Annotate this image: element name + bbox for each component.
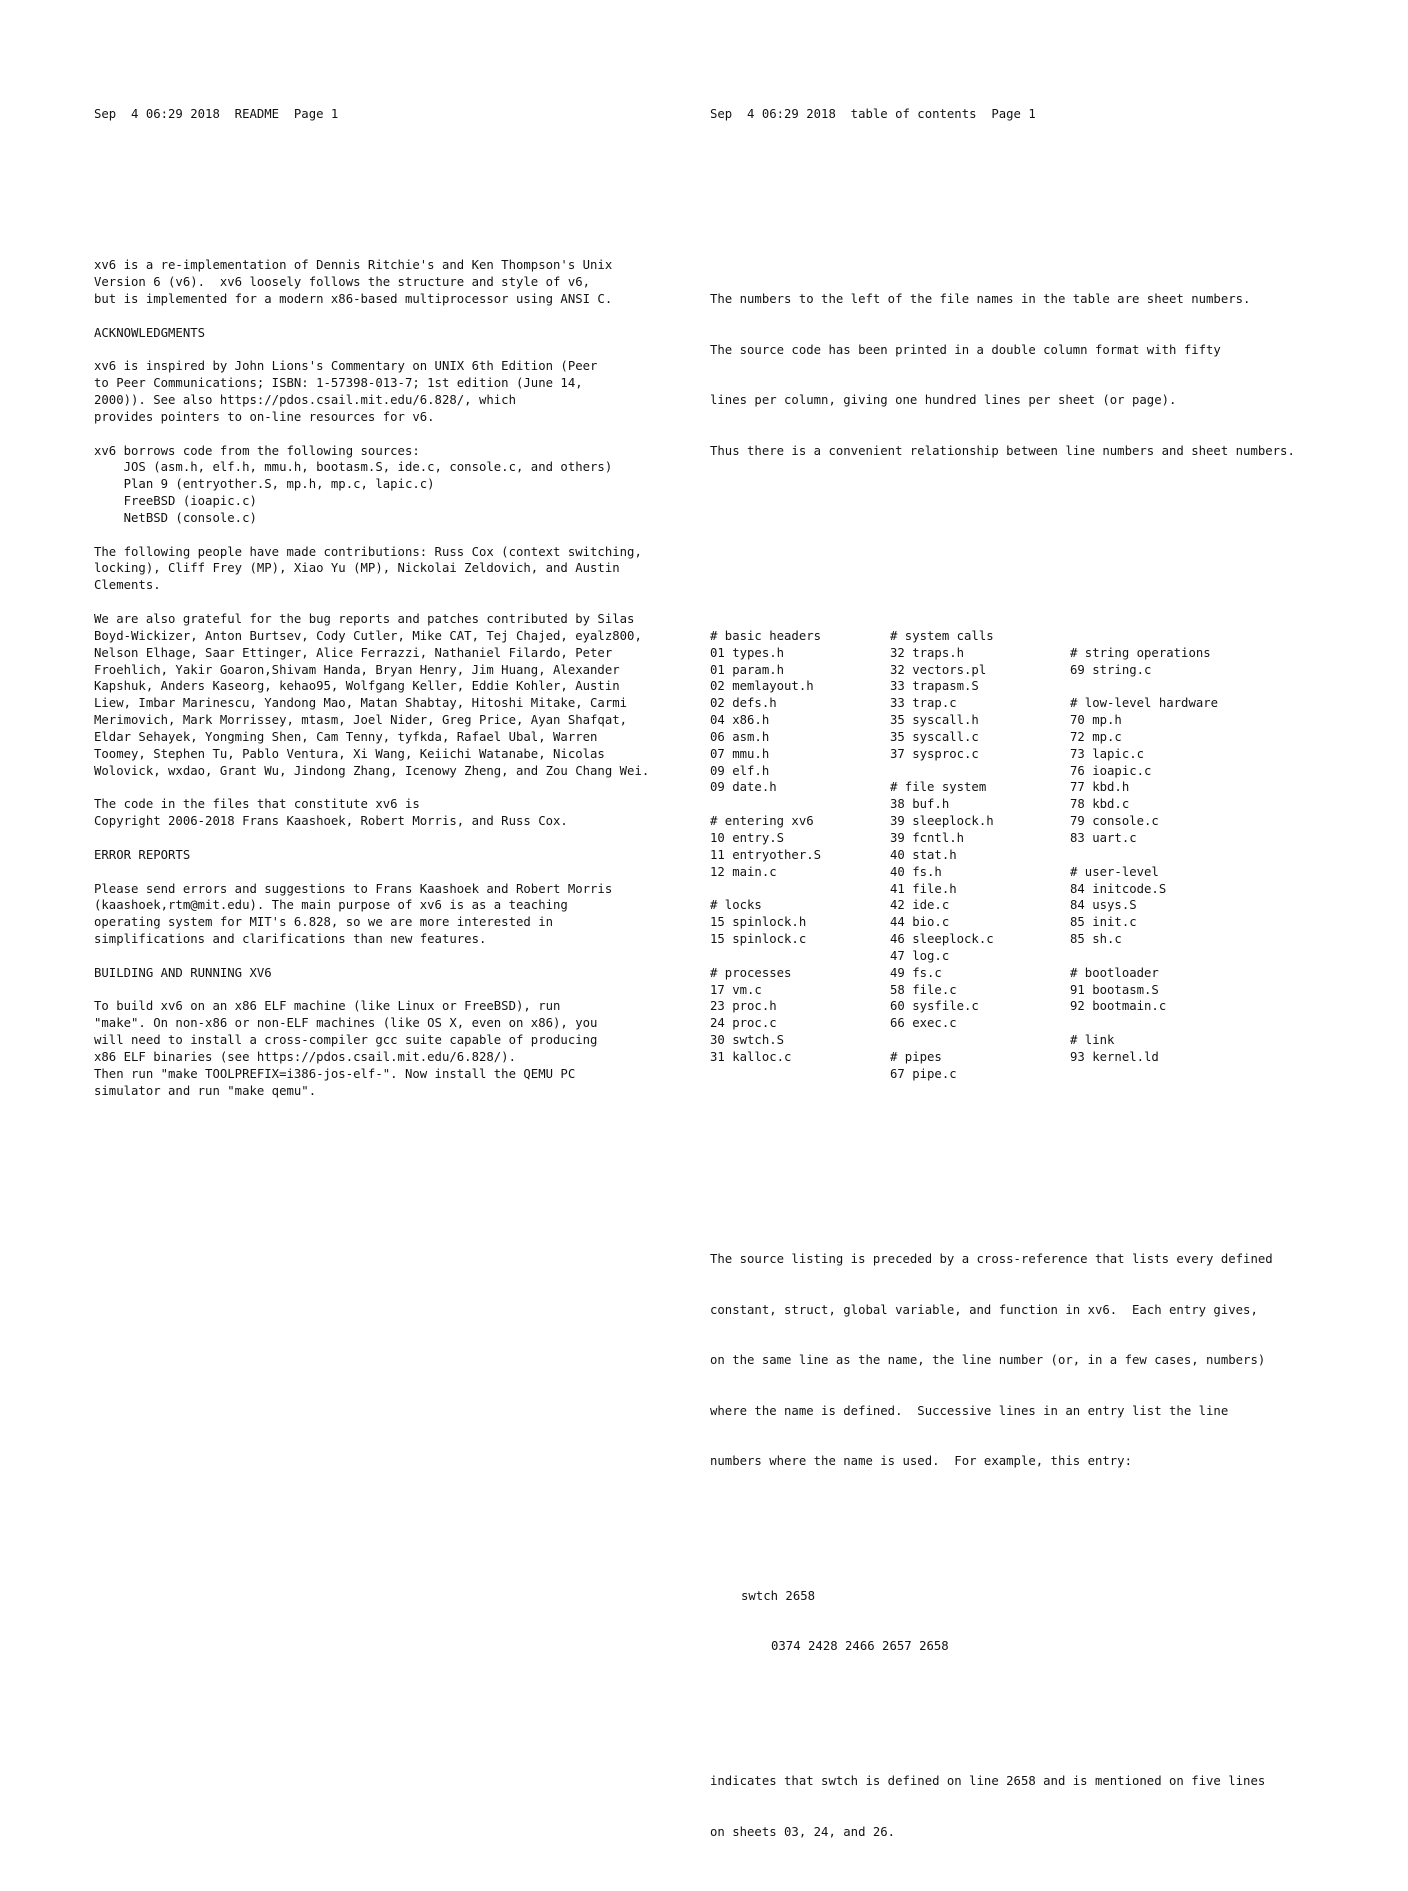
toc-entry: 35 syscall.h [890, 713, 979, 728]
toc-page-header: Sep 4 06:29 2018 table of contents Page 1 [710, 106, 1036, 121]
toc-entry: 12 main.c [710, 864, 777, 879]
toc-entry: 35 syscall.c [890, 729, 979, 744]
readme-line: Merimovich, Mark Morrissey, mtasm, Joel Nider, Greg Price, Ayan Shafqat, [94, 713, 628, 728]
toc-entry: 83 uart.c [1070, 830, 1137, 845]
toc-entry: 85 sh.c [1070, 932, 1122, 947]
toc-entry: 33 trap.c [890, 696, 957, 711]
xref-explanation-line: on sheets 03, 24, and 26. [710, 1824, 896, 1839]
readme-paragraph [94, 358, 694, 425]
readme-page [94, 72, 694, 1116]
xref-line: The source listing is preceded by a cross-reference that lists every defined [710, 1252, 1273, 1267]
toc-blank [890, 763, 1070, 780]
readme-line: Please send errors and suggestions to Frans Kaashoek and Robert Morris [94, 881, 613, 896]
xref-explanation-line: indicates that swtch is defined on line 2658 and is mentioned on five lines [710, 1774, 1266, 1789]
readme-line: Clements. [94, 578, 161, 593]
readme-paragraph [94, 443, 694, 527]
readme-line: "make". On non-x86 or non-ELF machines (like OS X, even on x86), you [94, 1016, 598, 1031]
readme-line: simplifications and clarifications than new features. [94, 932, 487, 947]
toc-table [710, 628, 1390, 1083]
readme-line: Copyright 2006-2018 Frans Kaashoek, Robert Morris, and Russ Cox. [94, 814, 568, 829]
toc-blank [1070, 628, 1290, 645]
toc-entry: 09 date.h [710, 780, 777, 795]
toc-entry: 38 buf.h [890, 797, 950, 812]
toc-entry: 47 log.c [890, 948, 950, 963]
toc-entry: 01 types.h [710, 645, 785, 660]
xref-line: numbers where the name is used. For example, this entry: [710, 1454, 1132, 1469]
toc-entry: 91 bootasm.S [1070, 982, 1159, 997]
toc-entry: 02 memlayout.h [710, 679, 814, 694]
readme-line: 2000)). See also https://pdos.csail.mit.edu/6.828/, which [94, 393, 516, 408]
readme-line: xv6 is inspired by John Lions's Commentary on UNIX 6th Edition (Peer [94, 359, 598, 374]
toc-column [710, 628, 890, 1083]
toc-entry: 69 string.c [1070, 662, 1152, 677]
xref-line: on the same line as the name, the line number (or, in a few cases, numbers) [710, 1353, 1266, 1368]
readme-paragraph [94, 965, 694, 982]
readme-body [94, 257, 694, 1099]
xref-description [710, 1217, 1390, 1503]
toc-entry: 40 stat.h [890, 847, 957, 862]
toc-blank [890, 1032, 1070, 1049]
toc-entry: 79 console.c [1070, 814, 1159, 829]
toc-entry: 67 pipe.c [890, 1066, 957, 1081]
readme-line: BUILDING AND RUNNING XV6 [94, 965, 272, 980]
toc-entry: 10 entry.S [710, 830, 785, 845]
toc-entry: 60 sysfile.c [890, 999, 979, 1014]
readme-paragraph [94, 544, 694, 595]
toc-section-heading: # system calls [890, 628, 994, 643]
readme-line: xv6 borrows code from the following sources: [94, 443, 420, 458]
toc-entry: 77 kbd.h [1070, 780, 1130, 795]
toc-entry: 44 bio.c [890, 915, 950, 930]
toc-section-heading: # low-level hardware [1070, 696, 1219, 711]
toc-entry: 07 mmu.h [710, 746, 770, 761]
toc-entry: 04 x86.h [710, 713, 770, 728]
readme-paragraph [94, 257, 694, 308]
toc-entry: 09 elf.h [710, 763, 770, 778]
readme-paragraph [94, 847, 694, 864]
readme-line: We are also grateful for the bug reports and patches contributed by Silas [94, 612, 635, 626]
toc-entry: 39 sleeplock.h [890, 814, 994, 829]
toc-entry: 15 spinlock.h [710, 915, 807, 930]
readme-line: Then run "make TOOLPREFIX=i386-jos-elf-". Now install the QEMU PC [94, 1066, 576, 1081]
toc-entry: 58 file.c [890, 982, 957, 997]
toc-section-heading: # pipes [890, 1049, 942, 1064]
toc-entry: 24 proc.c [710, 1016, 777, 1031]
readme-paragraph [94, 796, 694, 830]
toc-blank [1070, 847, 1290, 864]
toc-entry: 42 ide.c [890, 898, 950, 913]
toc-blank [1070, 678, 1290, 695]
readme-line: locking), Cliff Frey (MP), Xiao Yu (MP), Nickolai Zeldovich, and Austin [94, 561, 620, 576]
readme-line: Version 6 (v6). xv6 loosely follows the structure and style of v6, [94, 275, 591, 290]
toc-entry: 93 kernel.ld [1070, 1049, 1159, 1064]
toc-entry: 33 trapasm.S [890, 679, 979, 694]
toc-blank [1070, 948, 1290, 965]
readme-line: FreeBSD (ioapic.c) [94, 494, 257, 509]
toc-section-heading: # locks [710, 898, 762, 913]
readme-paragraph [94, 881, 694, 948]
toc-entry: 76 ioapic.c [1070, 763, 1152, 778]
xref-line: constant, struct, global variable, and function in xv6. Each entry gives, [710, 1302, 1258, 1317]
toc-section-heading: # processes [710, 965, 792, 980]
toc-page [710, 72, 1390, 1891]
toc-entry: 73 lapic.c [1070, 746, 1145, 761]
readme-line: xv6 is a re-implementation of Dennis Ritchie's and Ken Thompson's Unix [94, 258, 613, 273]
toc-entry: 84 usys.S [1070, 898, 1137, 913]
readme-line: Plan 9 (entryother.S, mp.h, mp.c, lapic.c) [94, 477, 435, 492]
toc-entry: 78 kbd.c [1070, 797, 1130, 812]
toc-entry: 23 proc.h [710, 999, 777, 1014]
toc-entry: 46 sleeplock.c [890, 932, 994, 947]
toc-entry: 37 sysproc.c [890, 746, 979, 761]
toc-column [1070, 628, 1290, 1083]
readme-line: ERROR REPORTS [94, 847, 191, 862]
readme-line: Liew, Imbar Marinescu, Yandong Mao, Matan Shabtay, Hitoshi Mitake, Carmi [94, 696, 628, 711]
readme-line: Nelson Elhage, Saar Ettinger, Alice Ferrazzi, Nathaniel Filardo, Peter [94, 645, 613, 660]
toc-section-heading: # bootloader [1070, 965, 1159, 980]
readme-line: provides pointers to on-line resources for v6. [94, 409, 435, 424]
xref-example-name: swtch 2658 [741, 1588, 816, 1603]
toc-section-heading: # link [1070, 1033, 1115, 1048]
toc-intro [710, 257, 1390, 493]
toc-blank [1070, 1015, 1290, 1032]
toc-entry: 72 mp.c [1070, 729, 1122, 744]
toc-entry: 01 param.h [710, 662, 785, 677]
toc-entry: 39 fcntl.h [890, 830, 965, 845]
toc-intro-line: lines per column, giving one hundred lines per sheet (or page). [710, 393, 1177, 408]
toc-section-heading: # file system [890, 780, 987, 795]
toc-section-heading: # entering xv6 [710, 814, 814, 829]
readme-line: Wolovick, wxdao, Grant Wu, Jindong Zhang, Icenowy Zheng, and Zou Chang Wei. [94, 763, 650, 778]
toc-entry: 85 init.c [1070, 915, 1137, 930]
toc-entry: 41 file.h [890, 881, 957, 896]
toc-entry: 30 swtch.S [710, 1033, 785, 1048]
toc-entry: 06 asm.h [710, 729, 770, 744]
readme-line: but is implemented for a modern x86-based multiprocessor using ANSI C. [94, 291, 613, 306]
toc-intro-line: Thus there is a convenient relationship between line numbers and sheet numbers. [710, 443, 1295, 458]
readme-line: To build xv6 on an x86 ELF machine (like Linux or FreeBSD), run [94, 999, 561, 1014]
readme-line: Boyd-Wickizer, Anton Burtsev, Cody Cutler, Mike CAT, Tej Chajed, eyalz800, [94, 628, 642, 643]
toc-blank [710, 796, 890, 813]
readme-line: Froehlich, Yakir Goaron,Shivam Handa, Bryan Henry, Jim Huang, Alexander [94, 662, 620, 677]
readme-line: ACKNOWLEDGMENTS [94, 325, 206, 340]
toc-blank [710, 881, 890, 898]
toc-entry: 92 bootmain.c [1070, 999, 1167, 1014]
toc-entry: 02 defs.h [710, 696, 777, 711]
toc-section-heading: # user-level [1070, 864, 1159, 879]
toc-entry: 11 entryother.S [710, 847, 822, 862]
toc-entry: 84 initcode.S [1070, 881, 1167, 896]
toc-entry: 15 spinlock.c [710, 932, 807, 947]
toc-entry: 66 exec.c [890, 1016, 957, 1031]
toc-entry: 32 traps.h [890, 645, 965, 660]
toc-entry: 70 mp.h [1070, 713, 1122, 728]
toc-column [890, 628, 1070, 1083]
toc-entry: 17 vm.c [710, 982, 762, 997]
readme-paragraph [94, 325, 694, 342]
toc-entry: 49 fs.c [890, 965, 942, 980]
readme-line: JOS (asm.h, elf.h, mmu.h, bootasm.S, ide.c, console.c, and others) [94, 460, 613, 475]
readme-line: Toomey, Stephen Tu, Pablo Ventura, Xi Wang, Keiichi Watanabe, Nicolas [94, 746, 605, 761]
readme-line: to Peer Communications; ISBN: 1-57398-013-7; 1st edition (June 14, [94, 376, 583, 391]
toc-blank [710, 948, 890, 965]
xref-example-refs: 0374 2428 2466 2657 2658 [771, 1639, 949, 1654]
toc-section-heading: # basic headers [710, 628, 822, 643]
xref-line: where the name is defined. Successive lines in an entry list the line [710, 1403, 1229, 1418]
toc-entry: 31 kalloc.c [710, 1049, 792, 1064]
toc-entry: 32 vectors.pl [890, 662, 987, 677]
xref-explanation [710, 1740, 1390, 1875]
readme-line: Kapshuk, Anders Kaseorg, kehao95, Wolfgang Keller, Eddie Kohler, Austin [94, 679, 620, 694]
readme-paragraph [94, 998, 694, 1099]
readme-line: The code in the files that constitute xv6 is [94, 797, 420, 812]
toc-entry: 40 fs.h [890, 864, 942, 879]
readme-line: The following people have made contributions: Russ Cox (context switching, [94, 544, 642, 559]
readme-line: NetBSD (console.c) [94, 510, 257, 525]
toc-intro-line: The source code has been printed in a double column format with fifty [710, 342, 1221, 357]
readme-paragraph [94, 611, 694, 779]
readme-line: x86 ELF binaries (see https://pdos.csail.mit.edu/6.828/). [94, 1049, 516, 1064]
readme-line: simulator and run "make qemu". [94, 1083, 317, 1098]
readme-line: (kaashoek,rtm@mit.edu). The main purpose of xv6 is as a teaching [94, 898, 568, 913]
readme-line: Eldar Sehayek, Yongming Shen, Cam Tenny, tyfkda, Rafael Ubal, Warren [94, 729, 598, 744]
readme-line: operating system for MIT's 6.828, so we are more interested in [94, 915, 554, 930]
toc-intro-line: The numbers to the left of the file names in the table are sheet numbers. [710, 291, 1251, 306]
readme-page-header: Sep 4 06:29 2018 README Page 1 [94, 106, 339, 121]
readme-line: will need to install a cross-compiler gcc suite capable of producing [94, 1033, 598, 1048]
toc-section-heading: # string operations [1070, 645, 1211, 660]
